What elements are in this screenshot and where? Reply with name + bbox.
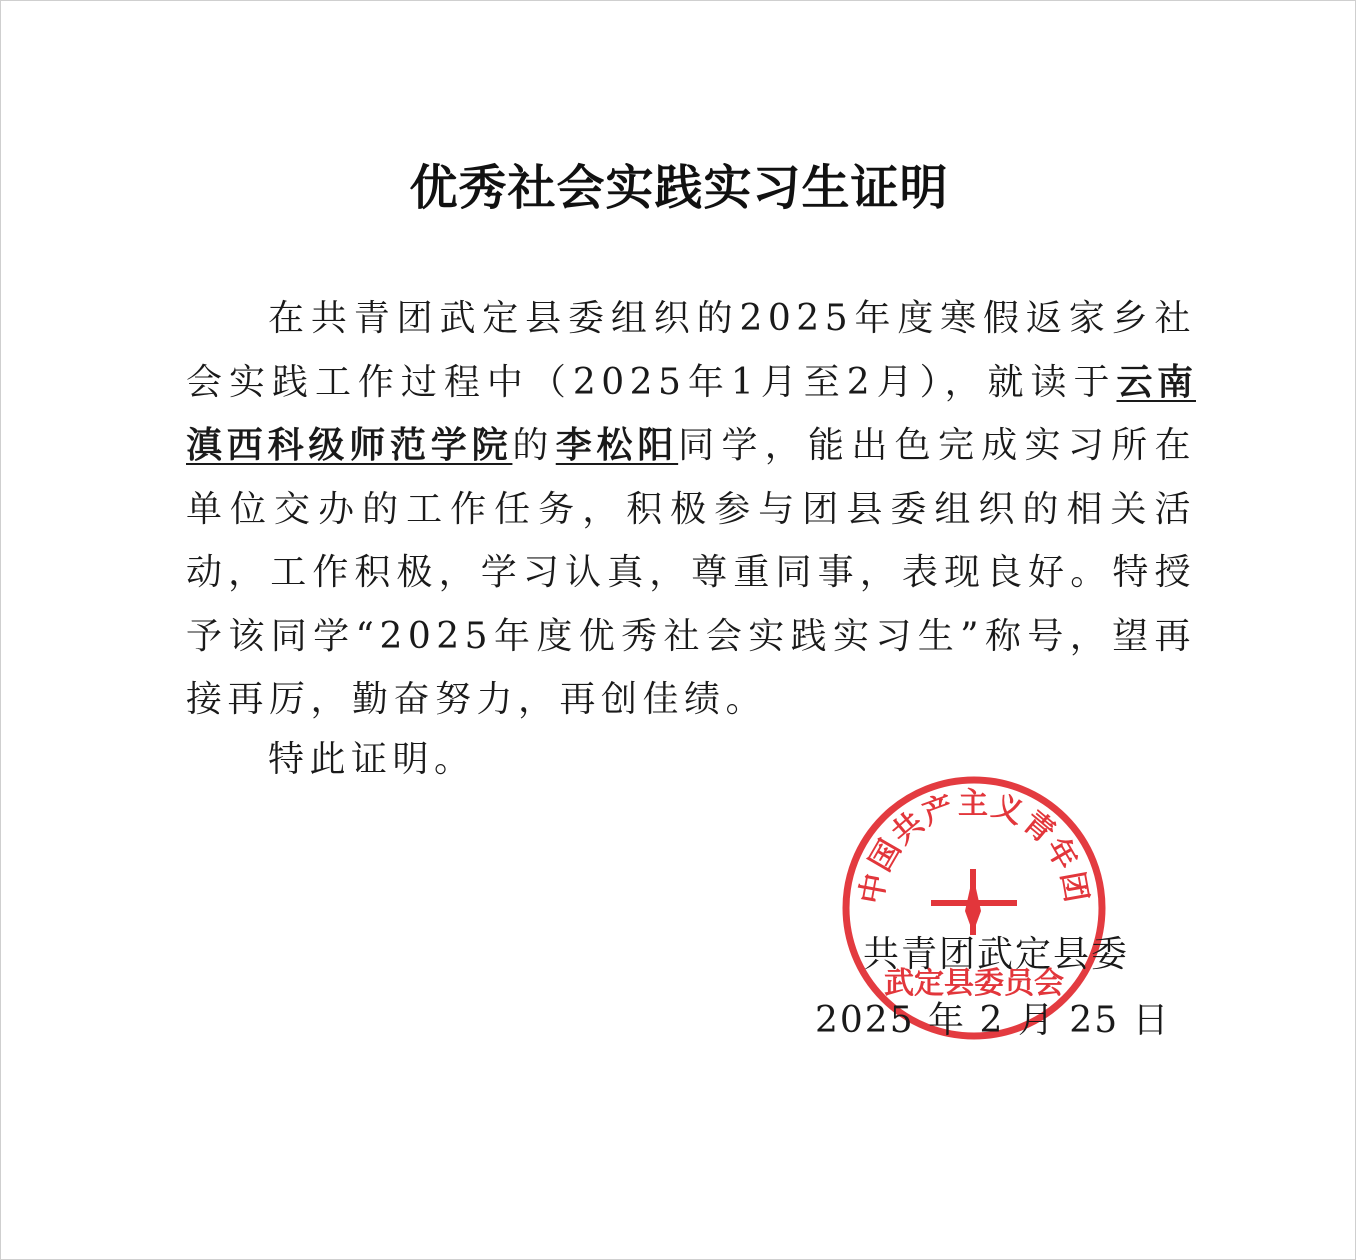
seal-inner-text: 武定县委员会 [884, 966, 1064, 1001]
document-title: 优秀社会实践实习生证明 [409, 160, 949, 216]
body-text-intro: 在共青团武定县委组织的2025年度寒假返家乡社会实践工作过程中（2025年1月至2月），就读于 [186, 298, 1196, 403]
document-body [186, 287, 1196, 732]
closing-statement: 特此证明。 [268, 739, 476, 780]
seal-outer-text: 中国共产主义青年团 [854, 786, 1094, 907]
issuer-name: 共青团武定县委 [863, 934, 1130, 975]
body-text-connector: 的 [512, 425, 556, 466]
body-paragraph [186, 287, 1196, 732]
student-name: 李松阳 [555, 425, 679, 466]
body-text-main: 同学，能出色完成实习所在单位交办的工作任务，积极参与团县委组织的相关活动，工作积极，学习认真，尊重同事，表现良好。特授予该同学“2025年度优秀社会实践实习生”称号，望再接再厉，勤奋努力，再创佳绩。 [186, 425, 1196, 720]
school-name: 云南滇西科级师范学院 [186, 361, 1196, 466]
issue-date: 2025 年 2 月 25 日 [815, 1000, 1171, 1041]
